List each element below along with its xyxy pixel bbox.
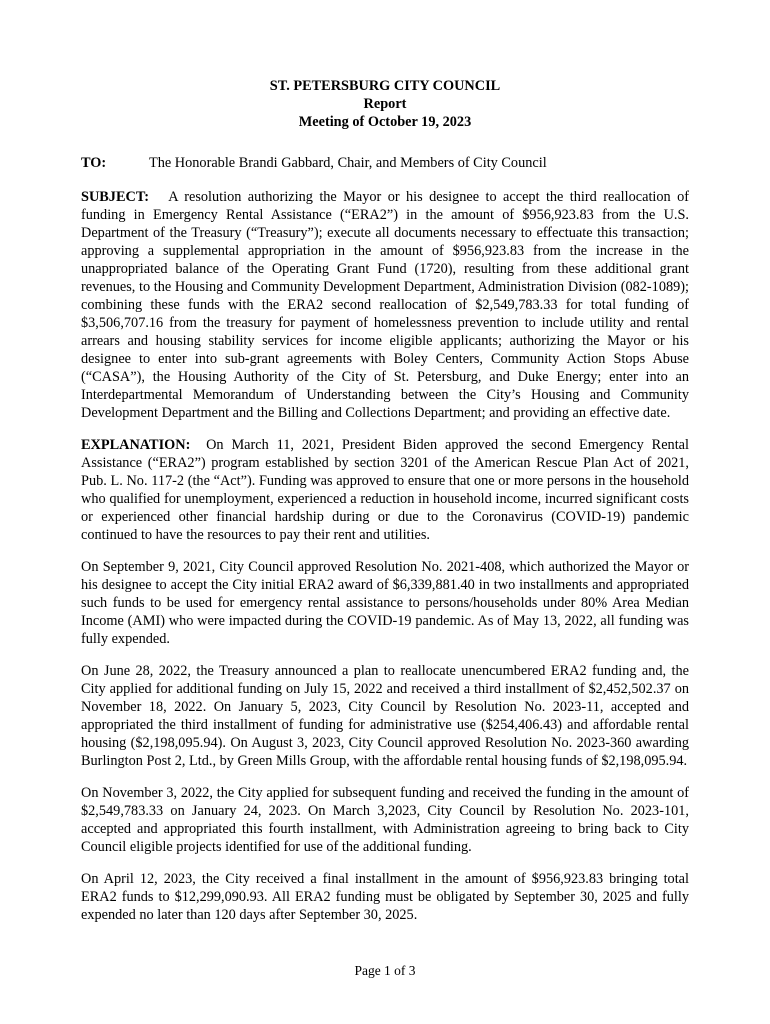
meeting-date: Meeting of October 19, 2023 bbox=[298, 114, 472, 130]
page-number: Page 1 of 3 bbox=[354, 963, 416, 978]
body-paragraph-3: On November 3, 2022, the City applied for subsequent funding and received the funding in the amount of $2,549,783.33 on January 24, 2023. On March 3,2023, City Council by Resolution No. 2023-101, accepted and appropriated this fourth installment, with Administration agreeing to bring back to City Council eligible projects identified for use of the additional funding. bbox=[81, 785, 689, 855]
to-line bbox=[81, 154, 689, 172]
subject-text: A resolution authorizing the Mayor or his designee to accept the third reallocation of funding in Emergency Rental Assistance (“ERA2”) in the amount of $956,923.83 from the U.S. Department of the Treasury (“Treasury”); execute all documents necessary to effectuate this transaction; approving a supplemental appropriation in the amount of $956,923.83 from the increase in the unappropriated balance of the Operating Grant Fund (1720), resulting from these additional grant revenues, to the Housing and Community Development Department, Administration Division (082-1089); combining these funds with the ERA2 second reallocation of $2,549,783.33 for total funding of $3,506,707.16 from the treasury for payment of homelessness prevention to include utility and rental arrears and housing stability services for income eligible applicants; authorizing the Mayor or his designee to enter into sub-grant agreements with Boley Centers, Community Action Stops Abuse (“CASA”), the Housing Authority of the City of St. Petersburg, and Duke Energy; enter into an Interdepartmental Memorandum of Understanding between the City’s Housing and Community Development Department and the Billing and Collections Department; and providing an effective date. bbox=[81, 189, 689, 421]
to-recipients: The Honorable Brandi Gabbard, Chair, and Members of City Council bbox=[149, 155, 547, 171]
body-paragraph-2: On June 28, 2022, the Treasury announced a plan to reallocate unencumbered ERA2 funding and, the City applied for additional funding on July 15, 2022 and received a third installment of $2,452,502.37 on November 18, 2022. On January 5, 2023, City Council by Resolution No. 2023-11, accepted and appropriated the third installment of funding for administrative use ($254,406.43) and affordable rental housing ($2,198,095.94). On August 3, 2023, City Council approved Resolution No. 2023-360 awarding Burlington Post 2, Ltd., by Green Mills Group, with the affordable rental housing funds of $2,198,095.94. bbox=[81, 663, 689, 769]
document-page bbox=[81, 77, 689, 924]
to-label: TO: bbox=[81, 155, 107, 171]
subject-label: SUBJECT: bbox=[81, 189, 150, 205]
body-paragraph-1: On September 9, 2021, City Council approved Resolution No. 2021-408, which authorized the Mayor or his designee to accept the City initial ERA2 award of $6,339,881.40 in two installments and appropriated such funds to be used for emergency rental assistance to persons/households under 80% Area Median Income (AMI) who were impacted during the COVID-19 pandemic. As of May 13, 2022, all funding was fully expended. bbox=[81, 559, 689, 647]
explanation-label: EXPLANATION: bbox=[81, 437, 191, 453]
explanation-text: On March 11, 2021, President Biden approved the second Emergency Rental Assistance (“ERA2”) program established by section 3201 of the American Rescue Plan Act of 2021, Pub. L. No. 117-2 (the “Act”). Funding was approved to ensure that one or more persons in the household who qualified for unemployment, experienced a reduction in household income, incurred significant costs or experienced other financial hardship during or due to the Coronavirus (COVID-19) pandemic continued to have the resources to pay their rent and utilities. bbox=[81, 437, 689, 543]
body-paragraph-4: On April 12, 2023, the City received a final installment in the amount of $956,923.83 bringing total ERA2 funds to $12,299,090.93. All ERA2 funding must be obligated by September 30, 2025 and fully expended no later than 120 days after September 30, 2025. bbox=[81, 871, 689, 923]
explanation-paragraph bbox=[81, 436, 689, 544]
report-header bbox=[81, 77, 689, 131]
council-name: ST. PETERSBURG CITY COUNCIL bbox=[269, 78, 501, 94]
report-title: Report bbox=[363, 96, 407, 112]
subject-paragraph bbox=[81, 188, 689, 422]
